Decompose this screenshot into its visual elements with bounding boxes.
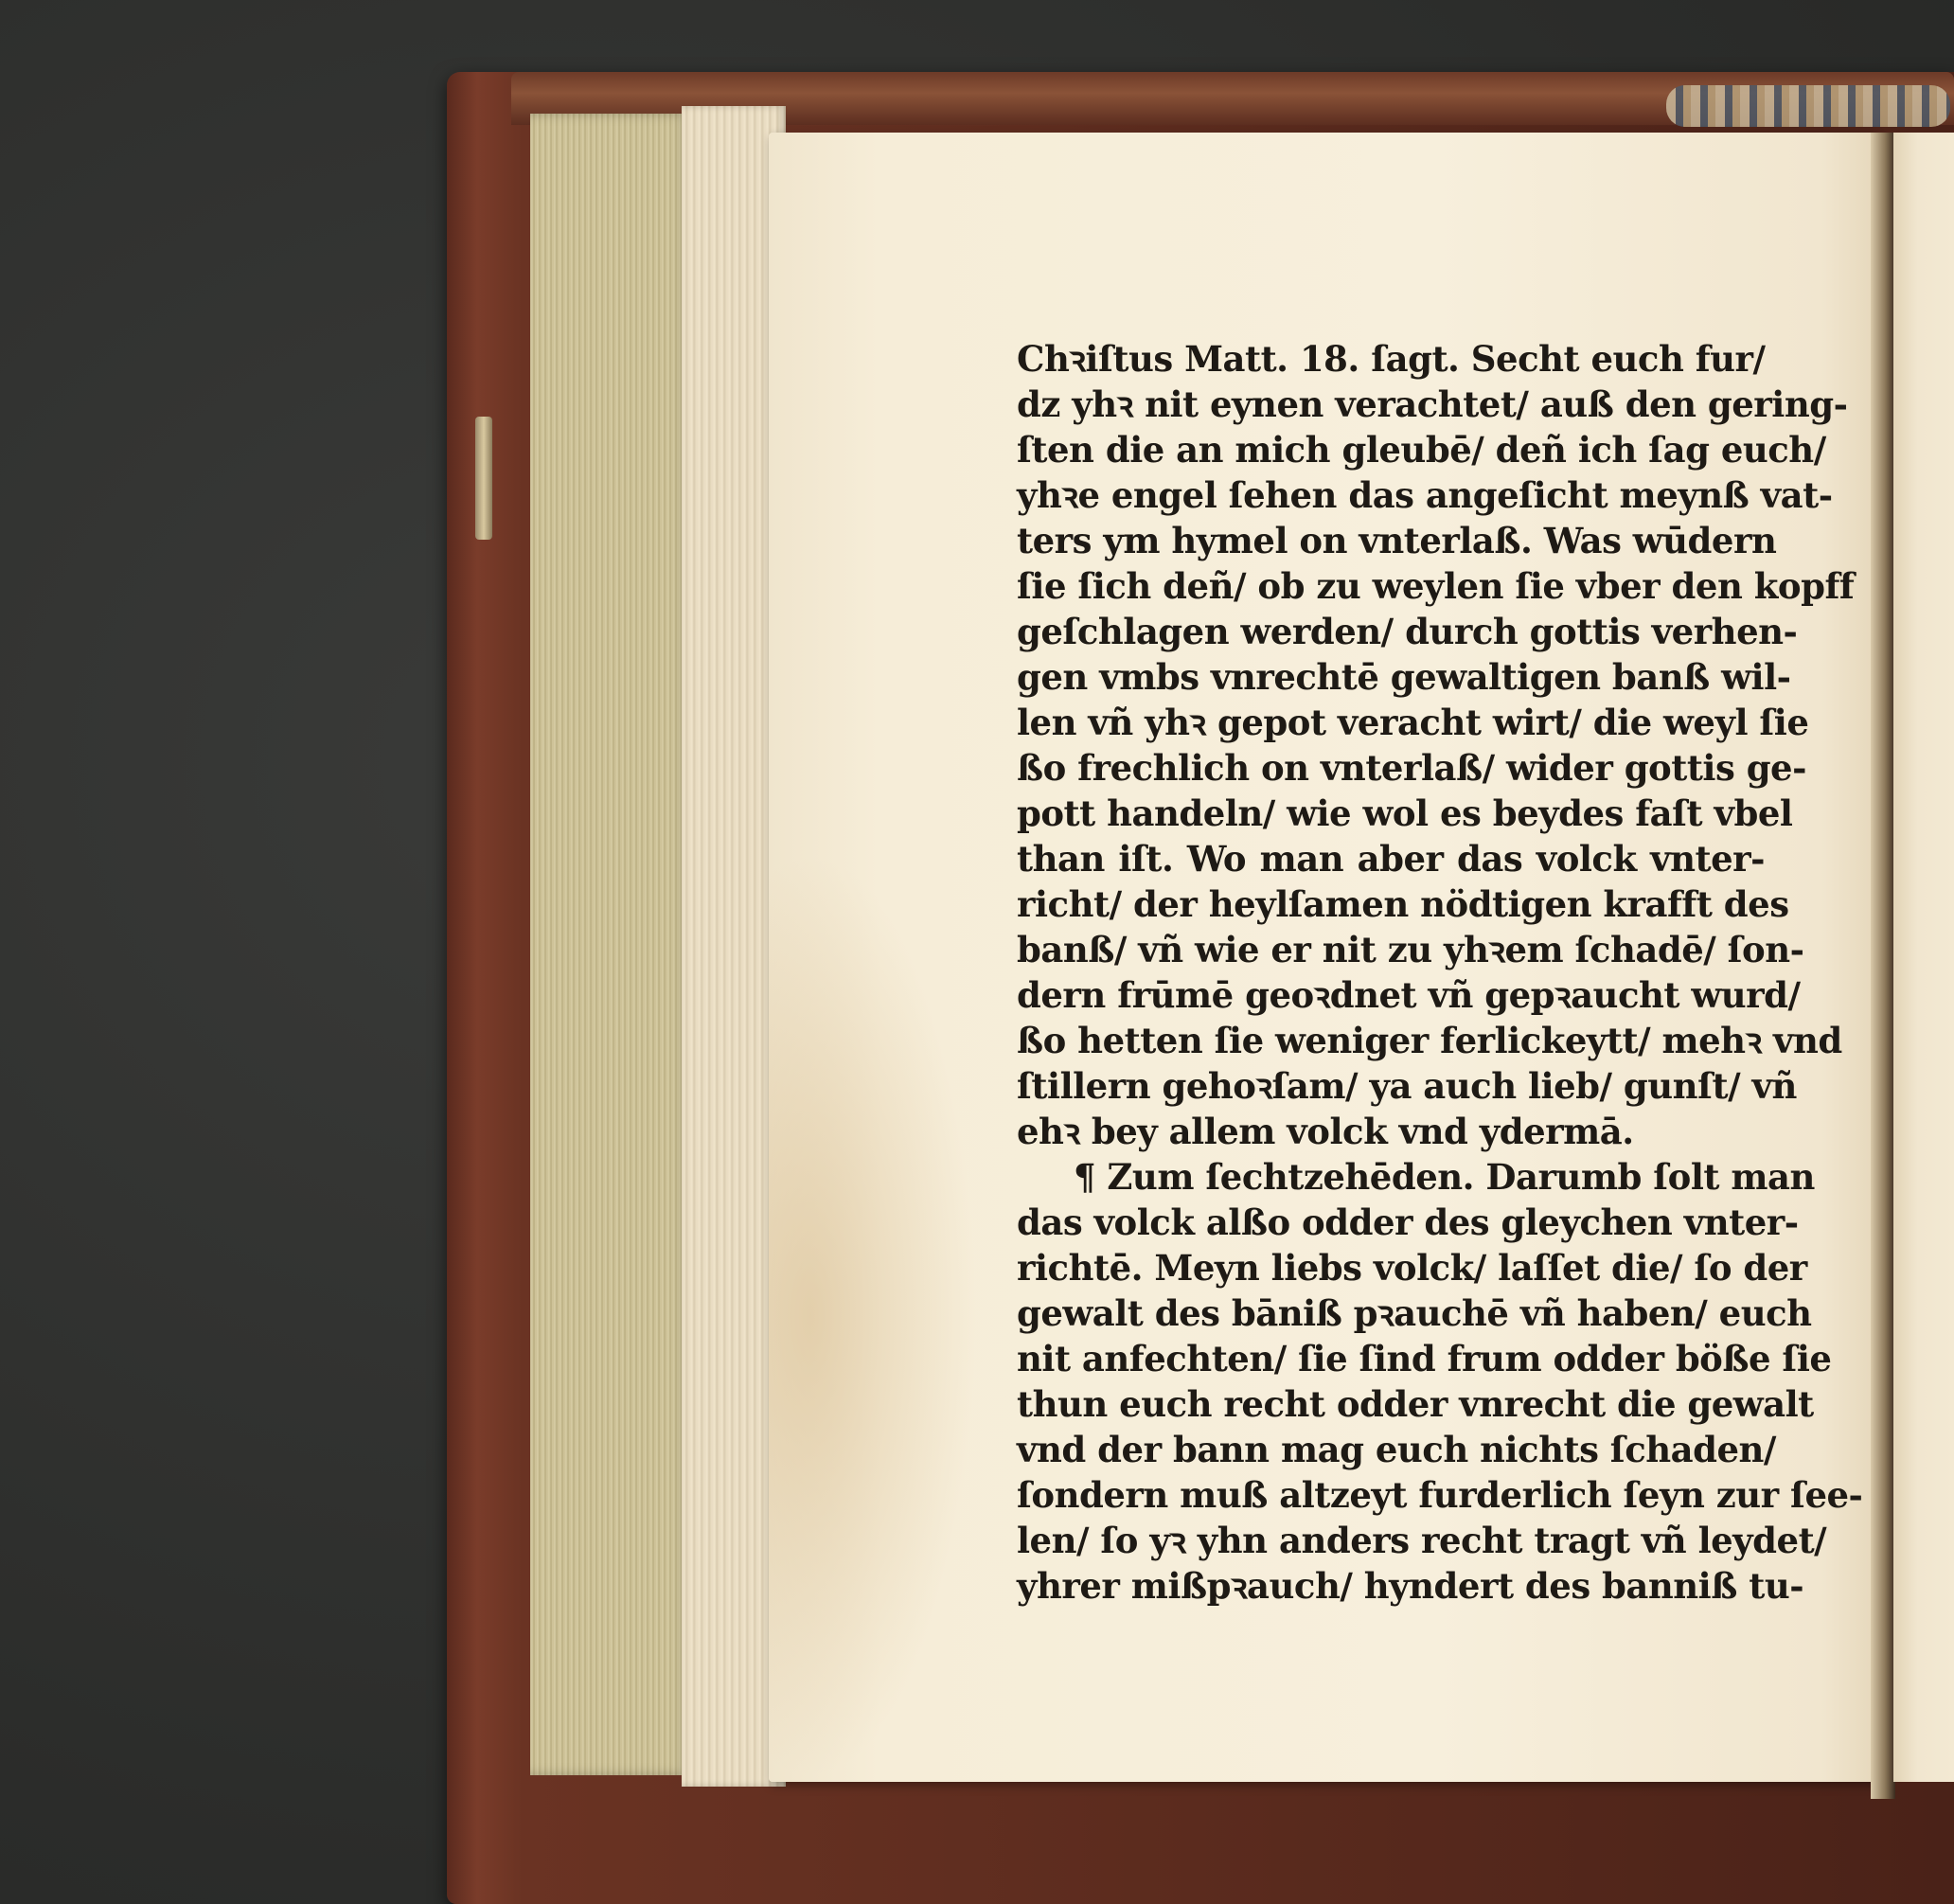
text-line: dz yhꝛ nit eynen verachtet/ auß den gering‑ [1017,383,1848,425]
text-line: richtē. Meyn liebs volck/ laſſet die/ ſo der [1017,1247,1807,1289]
page-block-edge [530,114,691,1775]
text-line: vnd der bann mag euch nichts ſchaden/ [1017,1429,1776,1470]
text-line: ßo hetten ſie weniger ferlickeytt/ mehꝛ vnd [1017,1020,1842,1061]
text-line: pott handeln/ wie wol es beydes faſt vbel [1017,792,1793,834]
text-line: yhrer mißpꝛauch/ hyndert des banniß tu‑ [1017,1565,1804,1607]
text-line: richt/ der heylſamen nödtigen krafft des [1017,883,1789,925]
text-line: yhꝛe engel ſehen das angeſicht meynß vat‑ [1017,474,1833,516]
text-line: len vñ yhꝛ gepot veracht wirt/ die weyl ſie [1017,702,1809,743]
text-line: ſondern muß altzeyt furderlich ſeyn zur ſee‑ [1017,1474,1863,1516]
text-line: ſie ſich deñ/ ob zu weylen ſie vber den kopff [1017,565,1855,607]
text-line: banß/ vñ wie er nit zu yhꝛem ſchadē/ ſon‑ [1017,929,1804,970]
text-block [1017,336,1863,1609]
text-line: das volck alßo odder des gleychen vnter‑ [1017,1201,1799,1243]
text-line: ¶ Zum ſechtzehēden. Darumb ſolt man [1074,1156,1815,1198]
clasp [475,417,492,540]
text-line: than iſt. Wo man aber das volck vnter‑ [1017,838,1765,880]
text-line: ehꝛ bey allem volck vnd ydermā. [1017,1111,1634,1152]
text-line: gen vmbs vnrechtē gewaltigen banß wil‑ [1017,656,1791,698]
text-line: ters ym hymel on vnterlaß. Was wūdern [1017,520,1777,561]
headband [1666,85,1950,127]
text-line: len/ ſo yꝛ yhn anders recht tragt vñ leydet/ [1017,1520,1827,1561]
text-line: Chꝛiſtus Matt. 18. ſagt. Secht euch fur/ [1017,338,1766,380]
text-line: ſtillern gehoꝛſam/ ya auch lieb/ gunſt/ vñ [1017,1065,1797,1107]
text-line: nit anfechten/ ſie ſind frum odder böße ſie [1017,1338,1832,1379]
text-line: ſten die an mich gleubē/ deñ ich ſag euch/ [1017,429,1826,471]
text-line: gewalt des bāniß pꝛauchē vñ haben/ euch [1017,1292,1812,1334]
text-line: geſchlagen werden/ durch gottis verhen‑ [1017,611,1798,652]
water-stain [769,852,977,1780]
text-line: dern frūmē geoꝛdnet vñ gepꝛaucht wurd/ [1017,974,1801,1016]
text-line: thun euch recht odder vnrecht die gewalt [1017,1383,1814,1425]
text-line: ßo frechlich on vnterlaß/ wider gottis ge‑ [1017,747,1806,789]
gutter [1871,133,1895,1799]
facing-page [1893,133,1954,1782]
